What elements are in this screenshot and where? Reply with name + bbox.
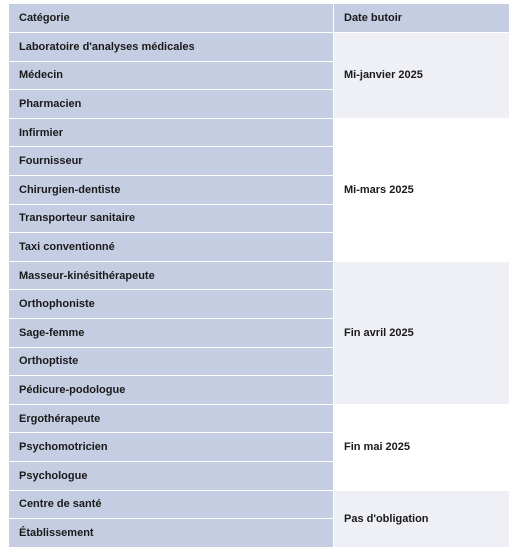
deadline-cell: Pas d'obligation bbox=[334, 490, 510, 547]
category-cell: Infirmier bbox=[9, 118, 334, 147]
category-cell: Ergothérapeute bbox=[9, 404, 334, 433]
deadline-cell: Fin mai 2025 bbox=[334, 404, 510, 490]
category-cell: Transporteur sanitaire bbox=[9, 204, 334, 233]
header-deadline: Date butoir bbox=[334, 4, 510, 33]
category-cell: Orthoptiste bbox=[9, 347, 334, 376]
deadline-table bbox=[8, 3, 510, 548]
category-cell: Psychomotricien bbox=[9, 433, 334, 462]
table-row bbox=[9, 33, 510, 62]
category-cell: Laboratoire d'analyses médicales bbox=[9, 33, 334, 62]
header-category: Catégorie bbox=[9, 4, 334, 33]
category-cell: Établissement bbox=[9, 519, 334, 548]
deadline-cell: Mi-janvier 2025 bbox=[334, 33, 510, 119]
category-cell: Masseur-kinésithérapeute bbox=[9, 261, 334, 290]
category-cell: Orthophoniste bbox=[9, 290, 334, 319]
category-cell: Fournisseur bbox=[9, 147, 334, 176]
deadline-cell: Fin avril 2025 bbox=[334, 261, 510, 404]
category-cell: Centre de santé bbox=[9, 490, 334, 519]
category-cell: Taxi conventionné bbox=[9, 233, 334, 262]
category-cell: Pharmacien bbox=[9, 90, 334, 119]
category-cell: Chirurgien-dentiste bbox=[9, 175, 334, 204]
table-row bbox=[9, 261, 510, 290]
category-cell: Sage-femme bbox=[9, 318, 334, 347]
category-cell: Médecin bbox=[9, 61, 334, 90]
table-body bbox=[9, 33, 510, 548]
category-cell: Psychologue bbox=[9, 461, 334, 490]
table-row bbox=[9, 118, 510, 147]
table-row bbox=[9, 490, 510, 519]
deadline-cell: Mi-mars 2025 bbox=[334, 118, 510, 261]
category-cell: Pédicure-podologue bbox=[9, 376, 334, 405]
table-row bbox=[9, 404, 510, 433]
header-row bbox=[9, 4, 510, 33]
